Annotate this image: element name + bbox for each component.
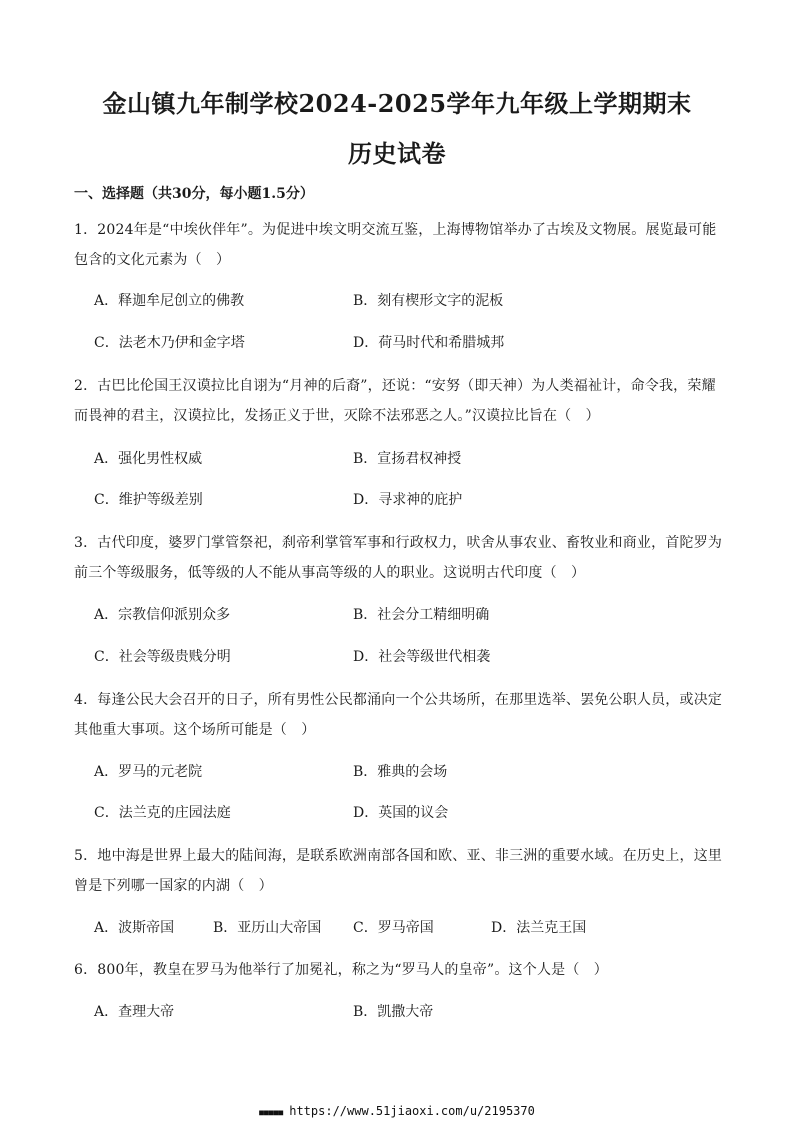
question-3-text: 3．古代印度，婆罗门掌管祭祀，刹帝利掌管军事和行政权力，吠舍从事农业、畜牧业和商业，首陀罗为前三个等级服务，低等级的人不能从事高等级的人的职业。这说明古代印度（ ） [74, 535, 723, 581]
question-4-option-d: D．英国的议会 [353, 805, 449, 821]
question-2-option-a: A．强化男性权威 [94, 451, 203, 467]
question-5-text: 5．地中海是世界上最大的陆间海，是联系欧洲南部各国和欧、亚、非三洲的重要水域。在历史上，这里曾是下列哪一国家的内湖（ ） [74, 848, 723, 894]
question-1-option-c: C．法老木乃伊和金字塔 [94, 335, 245, 351]
footer-watermark [0, 1104, 794, 1118]
question-3-option-b: B．社会分工精细明确 [353, 607, 490, 623]
question-4-text: 4．每逢公民大会召开的日子，所有男性公民都涌向一个公共场所，在那里选举、罢免公职人员，或决定其他重大事项。这个场所可能是（ ） [74, 692, 723, 738]
question-5-option-a: A．波斯帝国 [94, 920, 175, 936]
question-2-option-c: C．维护等级差别 [94, 492, 203, 508]
question-5-option-d: D．法兰克王国 [491, 920, 587, 936]
question-6-option-b: B．凯撒大帝 [353, 1004, 434, 1020]
question-4-option-b: B．雅典的会场 [353, 764, 448, 780]
section-heading: 一、选择题（共30分，每小题1.5分） [74, 186, 314, 202]
question-1-option-d: D．荷马时代和希腊城邦 [353, 335, 505, 351]
question-3-option-d: D．社会等级世代相袭 [353, 649, 491, 665]
question-2-text: 2．古巴比伦国王汉谟拉比自诩为“月神的后裔”，还说：“安努（即天神）为人类福祉计，命令我，荣耀而畏神的君主，汉谟拉比，发扬正义于世，灭除不法邪恶之人。”汉谟拉比旨在（ ） [74, 378, 716, 424]
question-1-option-b: B．刻有楔形文字的泥板 [353, 293, 504, 309]
question-2-option-d: D．寻求神的庇护 [353, 492, 463, 508]
question-5-option-b: B．亚历山大帝国 [213, 920, 322, 936]
question-6-option-a: A．查理大帝 [94, 1004, 175, 1020]
question-3-option-c: C．社会等级贵贱分明 [94, 649, 231, 665]
document-subtitle: 历史试卷 [348, 139, 446, 168]
question-1-option-a: A．释迦牟尼创立的佛教 [94, 293, 245, 309]
question-2-option-b: B．宣扬君权神授 [353, 451, 462, 467]
footer-prefix: ■■■■■ [259, 1108, 284, 1117]
question-5-option-c: C．罗马帝国 [353, 920, 434, 936]
footer-url-link[interactable]: https://www.51jiaoxi.com/u/2195370 [289, 1104, 535, 1118]
question-6-text: 6．800年，教皇在罗马为他举行了加冕礼，称之为“罗马人的皇帝”。这个人是（ ） [74, 962, 608, 978]
question-4-option-c: C．法兰克的庄园法庭 [94, 805, 231, 821]
document-title: 金山镇九年制学校2024-2025学年九年级上学期期末 [102, 89, 692, 118]
question-3-option-a: A．宗教信仰派别众多 [94, 607, 231, 623]
question-1-text: 1．2024年是“中埃伙伴年”。为促进中埃文明交流互鉴，上海博物馆举办了古埃及文物展。展览最可能包含的文化元素为（ ） [74, 222, 717, 268]
question-4-option-a: A．罗马的元老院 [94, 764, 203, 780]
